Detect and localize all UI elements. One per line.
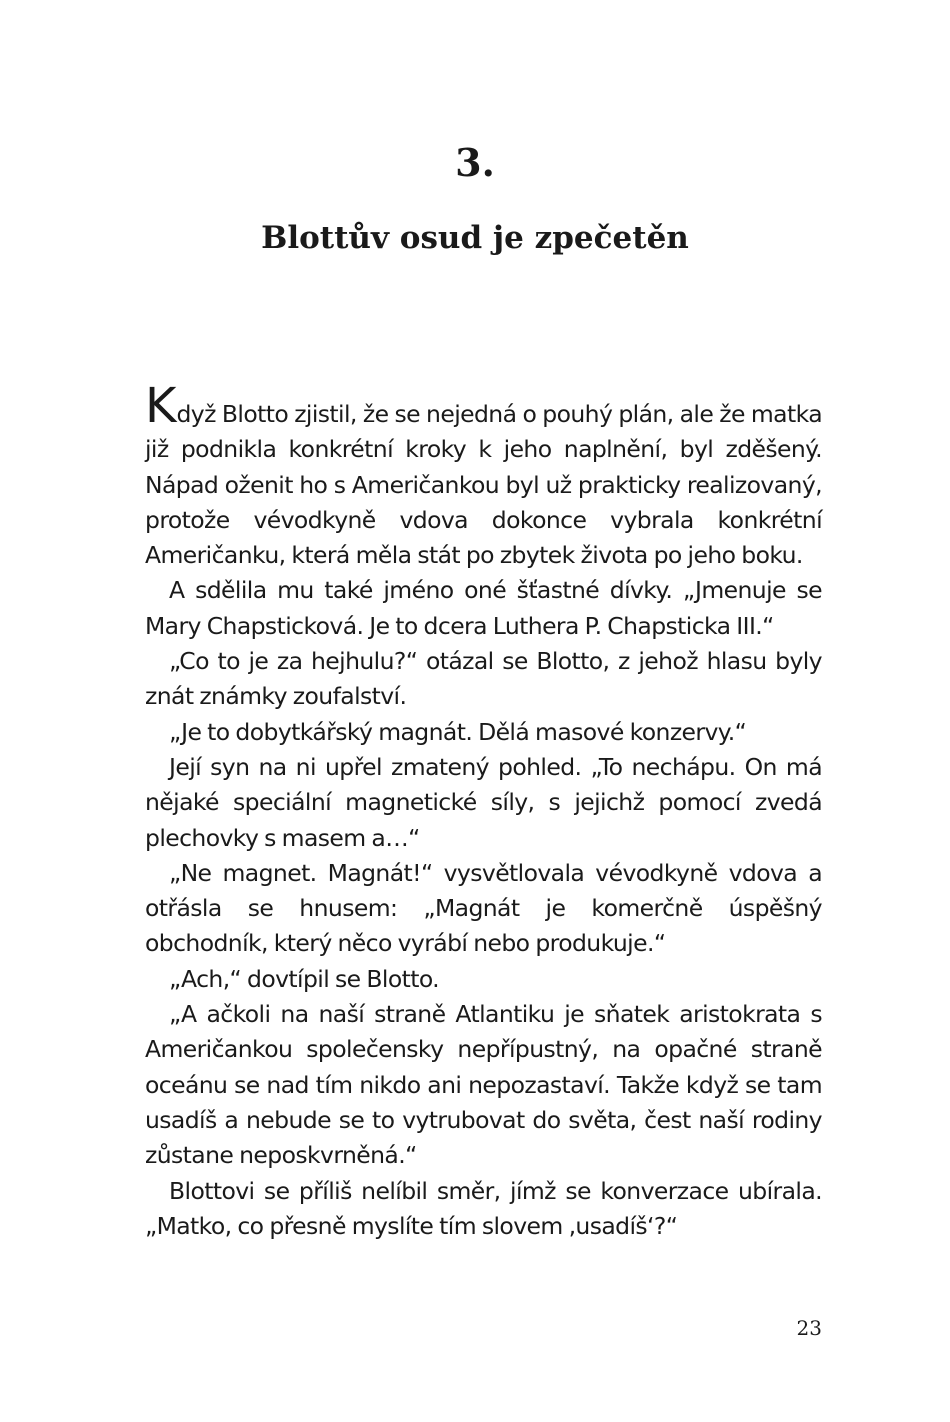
paragraph-4: „Je to dobytkářský magnát. Dělá masové konzervy.“ <box>169 717 747 746</box>
paragraph-7: „Ach,“ dovtípil se Blotto. <box>169 964 440 993</box>
dropcap-letter: K <box>145 378 177 434</box>
paragraph-8: „A ačkoli na naší straně Atlantiku je sňatek aristokrata s Američankou společensky nepřípustný, na opačné straně oceánu se nad tím nikdo ani nepozastaví. Takže když se tam usadíš a nebude se to vytrubovat do světa, čest naší rodiny zůstane neposkvrněná.“ <box>145 1000 822 1170</box>
paragraph-3: „Co to je za hejhulu?“ otázal se Blotto, z jehož hlasu byly znát známky zoufalství. <box>145 647 822 711</box>
page-number: 23 <box>796 1316 822 1340</box>
chapter-body <box>145 378 822 1244</box>
paragraph-1-text: dyž Blotto zjistil, že se nejedná o pouhý plán, ale že matka již podnikla konkrétní kroky k jeho naplnění, byl zděšený. Nápad oženit ho s Američankou byl už prakticky realizovaný, protože vévodkyně vdova dokonce vybrala konkrétní Američanku, která měla stát po zbytek života po jeho boku. <box>145 400 822 570</box>
paragraph-2: A sdělila mu také jméno oné šťastné dívky. „Jmenuje se Mary Chapsticková. Je to dcera Luthera P. Chapsticka III.“ <box>145 576 822 640</box>
paragraph-9: Blottovi se příliš nelíbil směr, jímž se konverzace ubírala. „Matko, co přesně myslíte tím slovem ‚usadíš‘?“ <box>145 1176 822 1240</box>
paragraph-1 <box>145 378 822 573</box>
chapter-title: Blottův osud je zpečetěn <box>261 220 689 256</box>
paragraph-5: Její syn na ni upřel zmatený pohled. „To nechápu. On má nějaké speciální magnetické síly, s jejichž pomocí zvedá plechovky s masem a…“ <box>145 752 822 852</box>
chapter-number: 3. <box>455 140 495 185</box>
paragraph-6: „Ne magnet. Magnát!“ vysvětlovala vévodkyně vdova a otřásla se hnusem: „Magnát je komerčně úspěšný obchodník, který něco vyrábí nebo produkuje.“ <box>145 858 822 958</box>
